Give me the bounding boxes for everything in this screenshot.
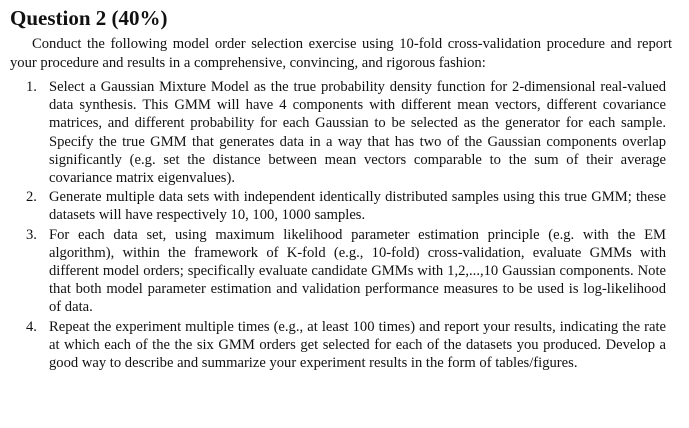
list-item (26, 318, 666, 373)
item-number: 1. (26, 79, 37, 95)
item-number: 2. (26, 189, 37, 206)
question-intro: Conduct the following model order selection exercise using 10-fold cross-validation procedure and report your procedure and results in a comprehensive, convincing, and rigorous fashion: (10, 36, 672, 71)
item-number: 3. (26, 226, 37, 243)
item-text: Repeat the experiment multiple times (e.g., at least 100 times) and report your results, indicating the rate at which each of the the six GMM orders get selected for each of the datasets you produced. Develop a good way to describe and summarize your experiment results in the form of tables/figures. (49, 318, 666, 372)
list-item (26, 188, 666, 224)
task-list (26, 78, 666, 373)
question-title: Question 2 (40%) (10, 6, 168, 30)
item-text: Generate multiple data sets with independent identically distributed samples using this true GMM; these datasets will have respectively 10, 100, 1000 samples. (49, 189, 666, 224)
list-item (26, 226, 666, 317)
item-text: For each data set, using maximum likelihood parameter estimation principle (e.g. with the EM algorithm), within the framework of K-fold (e.g., 10-fold) cross-validation, evaluate GMMs with different model orders; specifically evaluate candidate GMMs with 1,2,...,10 Gaussian components. Note that both model parameter estimation and validation performance measures to be used is log-likelihood of data. (49, 226, 666, 316)
list-item (26, 78, 666, 187)
item-number: 4. (26, 318, 37, 335)
item-text: Select a Gaussian Mixture Model as the true probability density function for 2-dimensional real-valued data synthesis. This GMM will have 4 components with different mean vectors, different covariance matrices, and different probability for each Gaussian to be selected as the generator for each sample. Specify the true GMM that generates data in a way that has two of the Gaussian components overlap significantly (e.g. set the distance between mean vectors comparable to the sum of their average covariance matrix eigenvalues). (49, 79, 666, 187)
